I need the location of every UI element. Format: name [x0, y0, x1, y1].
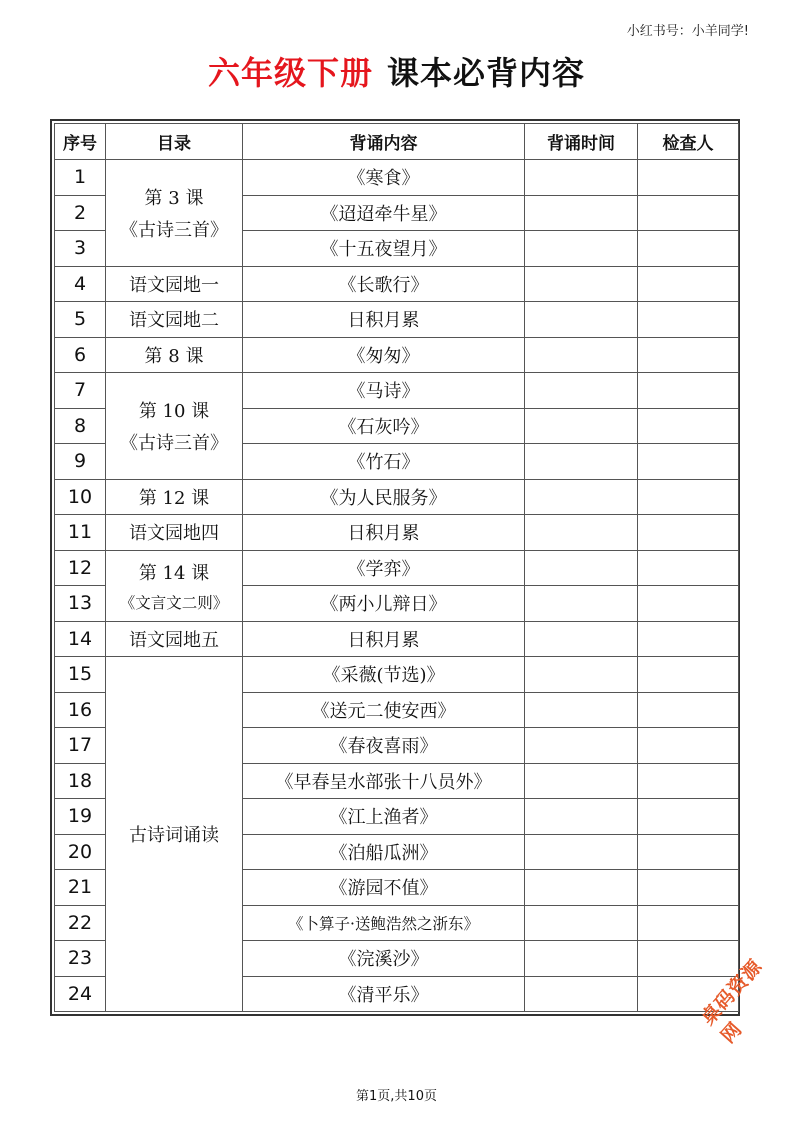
table-row: [55, 550, 739, 586]
table-row: [55, 479, 739, 515]
catalog-cell: 第 8 课: [106, 337, 243, 373]
recite-time-cell[interactable]: [525, 550, 638, 586]
row-number: 9: [55, 444, 106, 480]
recite-time-cell[interactable]: [525, 870, 638, 906]
catalog-title: 《古诗三首》: [120, 432, 228, 454]
catalog-title: 《文言文二则》: [119, 593, 229, 612]
row-number: 14: [55, 621, 106, 657]
recite-time-cell[interactable]: [525, 799, 638, 835]
row-number: 12: [55, 550, 106, 586]
title-subject: 课本必背内容: [387, 54, 586, 92]
checker-cell[interactable]: [638, 444, 739, 480]
recite-content: 《江上渔者》: [243, 799, 525, 835]
recite-time-cell[interactable]: [525, 302, 638, 338]
row-number: 21: [55, 870, 106, 906]
catalog-lesson: 第 10 课: [138, 400, 210, 422]
recite-time-cell[interactable]: [525, 479, 638, 515]
recite-content: 《石灰吟》: [243, 408, 525, 444]
recite-content: 《浣溪沙》: [243, 941, 525, 977]
table-row: [55, 302, 739, 338]
page-number: 第1页,共10页: [356, 1089, 437, 1104]
recite-content: 《春夜喜雨》: [243, 728, 525, 764]
table-row: [55, 657, 739, 693]
recite-content: 《清平乐》: [243, 976, 525, 1012]
recite-time-cell[interactable]: [525, 941, 638, 977]
recite-time-cell[interactable]: [525, 905, 638, 941]
table-row: [55, 266, 739, 302]
header-catalog: 目录: [106, 124, 243, 160]
recite-content: 《学弈》: [243, 550, 525, 586]
checker-cell[interactable]: [638, 266, 739, 302]
row-number: 6: [55, 337, 106, 373]
recite-content: 日积月累: [243, 302, 525, 338]
recite-content: 《卜算子·送鲍浩然之浙东》: [243, 905, 525, 941]
header-number: 序号: [55, 124, 106, 160]
table-row: [55, 337, 739, 373]
header-checker: 检查人: [638, 124, 739, 160]
row-number: 7: [55, 373, 106, 409]
catalog-cell: 语文园地一: [106, 266, 243, 302]
checker-cell[interactable]: [638, 337, 739, 373]
recite-content: 《两小儿辩日》: [243, 586, 525, 622]
checker-cell[interactable]: [638, 408, 739, 444]
row-number: 24: [55, 976, 106, 1012]
recite-content: 《泊船瓜洲》: [243, 834, 525, 870]
row-number: 11: [55, 515, 106, 551]
checker-cell[interactable]: [638, 763, 739, 799]
recite-time-cell[interactable]: [525, 444, 638, 480]
table-header-row: [55, 124, 739, 160]
table-row: [55, 160, 739, 196]
catalog-cell: 语文园地五: [106, 621, 243, 657]
recite-time-cell[interactable]: [525, 231, 638, 267]
title-grade: 六年级下册: [207, 54, 373, 92]
page-title: [0, 48, 793, 94]
table-row: [55, 373, 739, 409]
recite-time-cell[interactable]: [525, 373, 638, 409]
recite-content: 日积月累: [243, 515, 525, 551]
checker-cell[interactable]: [638, 728, 739, 764]
catalog-cell: 第 12 课: [106, 479, 243, 515]
recite-content: 《马诗》: [243, 373, 525, 409]
recite-content: 《早春呈水部张十八员外》: [243, 763, 525, 799]
recite-time-cell[interactable]: [525, 692, 638, 728]
row-number: 13: [55, 586, 106, 622]
watermark-stamp: 桌码资源网: [696, 955, 767, 1048]
checker-cell[interactable]: [638, 550, 739, 586]
checker-cell[interactable]: [638, 692, 739, 728]
catalog-lesson: 第 14 课: [138, 562, 210, 584]
checker-cell[interactable]: [638, 870, 739, 906]
table-row: [55, 621, 739, 657]
checker-cell[interactable]: [638, 373, 739, 409]
row-number: 20: [55, 834, 106, 870]
checker-cell[interactable]: [638, 195, 739, 231]
table-row: [55, 515, 739, 551]
row-number: 19: [55, 799, 106, 835]
row-number: 17: [55, 728, 106, 764]
checker-cell[interactable]: [638, 657, 739, 693]
recite-time-cell[interactable]: [525, 408, 638, 444]
row-number: 23: [55, 941, 106, 977]
recite-time-cell[interactable]: [525, 657, 638, 693]
recite-content: 《十五夜望月》: [243, 231, 525, 267]
row-number: 5: [55, 302, 106, 338]
checker-cell[interactable]: [638, 160, 739, 196]
catalog-cell: 语文园地二: [106, 302, 243, 338]
recite-time-cell[interactable]: [525, 834, 638, 870]
catalog-cell: 语文园地四: [106, 515, 243, 551]
checker-cell[interactable]: [638, 479, 739, 515]
recite-time-cell[interactable]: [525, 195, 638, 231]
recite-time-cell[interactable]: [525, 266, 638, 302]
recite-content: 《送元二使安西》: [243, 692, 525, 728]
checker-cell[interactable]: [638, 834, 739, 870]
checker-cell[interactable]: [638, 621, 739, 657]
recite-time-cell[interactable]: [525, 621, 638, 657]
catalog-cell: [106, 160, 243, 267]
recite-content: 《游园不值》: [243, 870, 525, 906]
row-number: 3: [55, 231, 106, 267]
recitation-table: [54, 123, 739, 1012]
checker-cell[interactable]: [638, 231, 739, 267]
row-number: 15: [55, 657, 106, 693]
row-number: 18: [55, 763, 106, 799]
recite-content: 日积月累: [243, 621, 525, 657]
recite-time-cell[interactable]: [525, 515, 638, 551]
header-time: 背诵时间: [525, 124, 638, 160]
row-number: 10: [55, 479, 106, 515]
catalog-cell: [106, 550, 243, 621]
checker-cell[interactable]: [638, 515, 739, 551]
row-number: 4: [55, 266, 106, 302]
row-number: 16: [55, 692, 106, 728]
checker-cell[interactable]: [638, 799, 739, 835]
catalog-title: 《古诗三首》: [120, 219, 228, 241]
checker-cell[interactable]: [638, 586, 739, 622]
catalog-lesson: 第 3 课: [144, 187, 204, 209]
catalog-cell: [106, 373, 243, 480]
recite-time-cell[interactable]: [525, 976, 638, 1012]
recite-content: 《长歌行》: [243, 266, 525, 302]
row-number: 8: [55, 408, 106, 444]
source-label: 小红书号：小羊同学!: [626, 24, 749, 39]
checker-cell[interactable]: [638, 905, 739, 941]
recite-content: 《为人民服务》: [243, 479, 525, 515]
row-number: 22: [55, 905, 106, 941]
recite-content: 《采薇(节选)》: [243, 657, 525, 693]
recite-time-cell[interactable]: [525, 586, 638, 622]
checker-cell[interactable]: [638, 941, 739, 977]
recite-time-cell[interactable]: [525, 763, 638, 799]
row-number: 1: [55, 160, 106, 196]
recite-time-cell[interactable]: [525, 728, 638, 764]
catalog-cell: 古诗词诵读: [106, 657, 243, 1012]
recite-content: 《迢迢牵牛星》: [243, 195, 525, 231]
recite-time-cell[interactable]: [525, 337, 638, 373]
checker-cell[interactable]: [638, 302, 739, 338]
recite-time-cell[interactable]: [525, 160, 638, 196]
row-number: 2: [55, 195, 106, 231]
header-content: 背诵内容: [243, 124, 525, 160]
recite-content: 《竹石》: [243, 444, 525, 480]
recite-content: 《寒食》: [243, 160, 525, 196]
recite-content: 《匆匆》: [243, 337, 525, 373]
